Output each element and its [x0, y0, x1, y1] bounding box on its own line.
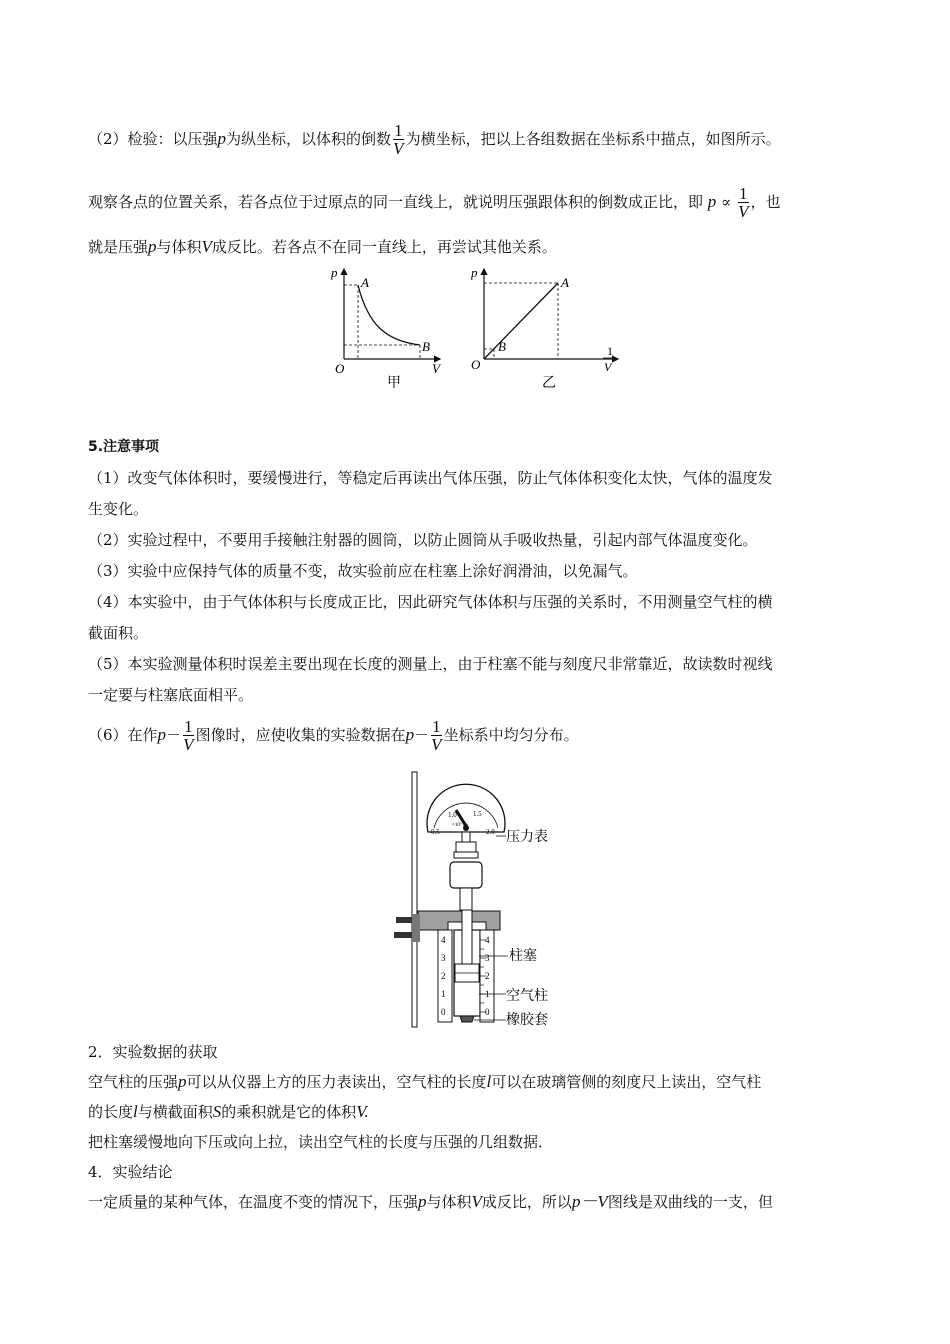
- y-label: p: [331, 265, 338, 280]
- note-1-line2: 生变化。: [88, 500, 149, 518]
- svg-text:3: 3: [441, 953, 446, 963]
- observe-paragraph: 观察各点的位置关系，若各点位于过原点的同一直线上，就说明压强跟体积的倒数成正比，即 p ∝ $\frac{1}{V}$ ，也: [88, 184, 781, 221]
- svg-text:1: 1: [441, 989, 446, 999]
- note-4-line1: （4）本实验中，由于气体体积与长度成正比，因此研究气体体积与压强的关系时，不用测量空气柱的横: [88, 593, 773, 611]
- section2-line3: 把柱塞缓慢地向下压或向上拉，读出空气柱的长度与压强的几组数据．: [88, 1133, 554, 1151]
- point-b-label: B: [498, 339, 506, 354]
- plunger-rod: [462, 910, 472, 964]
- section2-heading: 2．实验数据的获取: [88, 1043, 218, 1061]
- svg-text:1.0: 1.0: [448, 811, 457, 819]
- point-a-label: A: [361, 275, 369, 290]
- svg-text:×10⁵ Pa: ×10⁵ Pa: [452, 823, 468, 828]
- svg-text:0.5: 0.5: [431, 828, 440, 836]
- note-5-line1: （5）本实验测量体积时误差主要出现在长度的测量上，由于柱塞不能与刻度尺非常靠近，故读数时视线: [88, 655, 773, 673]
- origin-label: O: [335, 361, 345, 376]
- clamp: [418, 911, 500, 930]
- fraction-one-over-v: $\frac{1}{V}$: [183, 717, 194, 754]
- fraction-one-over-v: $\frac{1}{V}$: [393, 121, 404, 158]
- label-rubber-cap: 橡胶套: [506, 1013, 548, 1028]
- hyperbola-curve: [358, 285, 420, 345]
- section2-line2: 的长度l与横截面积S的乘积就是它的体积V.: [88, 1102, 369, 1121]
- svg-text:4: 4: [485, 935, 490, 945]
- svg-text:1.5: 1.5: [473, 810, 482, 818]
- origin-label: O: [471, 357, 481, 372]
- caption: 乙: [542, 376, 556, 391]
- y-label: p: [471, 265, 478, 280]
- note-1-line1: （1）改变气体体积时，要缓慢进行，等稳定后再读出气体压强，防止气体体积变化太快，气体的温度发: [88, 469, 773, 487]
- svg-text:2: 2: [441, 971, 446, 981]
- label-gauge: 压力表: [506, 830, 548, 845]
- section5-heading: 5.注意事项: [88, 439, 160, 455]
- label-air-column: 空气柱: [506, 989, 548, 1004]
- point-a-label: A: [561, 275, 569, 290]
- x-label: V: [432, 361, 440, 376]
- note-3: （3）实验中应保持气体的质量不变，故实验前应在柱塞上涂好润滑油，以免漏气。: [88, 562, 638, 580]
- svg-text:1: 1: [485, 989, 490, 999]
- svg-text:0: 0: [441, 1007, 446, 1017]
- note-6: （6）在作p－ $\frac{1}{V}$ 图像时，应使收集的实验数据在p－ $\frac{1}{V}$ 坐标系中均匀分布。: [88, 717, 579, 754]
- graph-yi: [468, 263, 628, 393]
- x-label-den: V: [604, 360, 612, 374]
- note-4-line2: 截面积。: [88, 624, 149, 642]
- x-label-num: 1: [607, 344, 613, 358]
- note-5-line2: 一定要与柱塞底面相平。: [88, 686, 254, 704]
- fraction-one-over-v: $\frac{1}{V}$: [738, 184, 749, 221]
- section2-line1: 空气柱的压强p可以从仪器上方的压力表读出，空气柱的长度l可以在玻璃管侧的刻度尺上读出，空气柱: [88, 1072, 762, 1091]
- svg-text:4: 4: [441, 935, 446, 945]
- svg-text:3: 3: [485, 953, 490, 963]
- section4-heading: 4．实验结论: [88, 1163, 173, 1181]
- observe-paragraph-line2: 就是压强p与体积V成反比。若各点不在同一直线上，再尝试其他关系。: [88, 237, 557, 256]
- proportional-symbol: ∝: [721, 193, 732, 211]
- svg-text:2: 2: [485, 971, 490, 981]
- svg-text:0: 0: [485, 1007, 490, 1017]
- label-plunger: 柱塞: [509, 949, 537, 964]
- point-b-label: B: [422, 339, 430, 354]
- caption: 甲: [387, 376, 401, 391]
- note-2: （2）实验过程中，不要用手接触注射器的圆筒，以防止圆筒从手吸收热量，引起内部气体温度变化。: [88, 531, 758, 549]
- svg-text:2.0: 2.0: [486, 828, 495, 836]
- var-p: p: [217, 129, 227, 148]
- check-paragraph: （2）检验：以压强p为纵坐标，以体积的倒数 $\frac{1}{V}$ 为横坐标，把以上各组数据在坐标系中描点，如图所示。: [88, 121, 781, 158]
- connector-nut: [450, 862, 482, 888]
- rubber-cap: [460, 1016, 474, 1022]
- section4-line1: 一定质量的某种气体，在温度不变的情况下，压强p与体积V成反比，所以p－V图线是双曲线的一支，但: [88, 1192, 773, 1211]
- straight-line: [484, 283, 558, 359]
- stand-rod: [412, 772, 417, 1027]
- apparatus-diagram: [390, 770, 580, 1032]
- fraction-one-over-v: $\frac{1}{V}$: [431, 717, 442, 754]
- graph-jia: [328, 263, 448, 393]
